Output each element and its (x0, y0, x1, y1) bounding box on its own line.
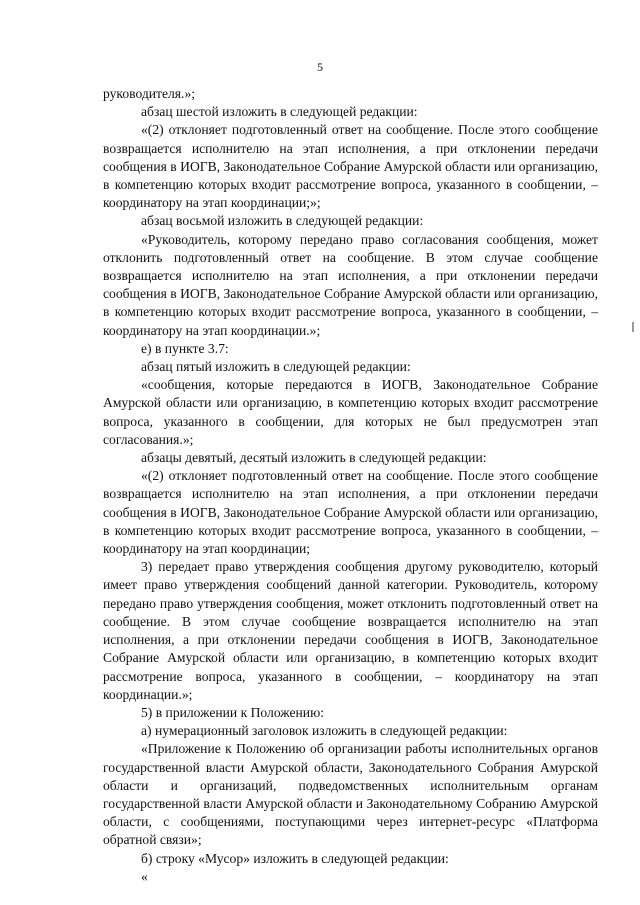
document-body (103, 85, 598, 886)
paragraph-instruction: абзац восьмой изложить в следующей редакции: (141, 213, 424, 229)
paragraph-subitem: а) нумерационный заголовок изложить в следующей редакции: (141, 723, 508, 739)
paragraph-quote: «(2) отклоняет подготовленный ответ на сообщение. После этого сообщение возвращается исполнителю на этап исполнения, а при отклонении передачи сообщения в ИОГВ, Законодательное Собрание Амурской области или организацию, в компетенцию которых входит рассмотрение вопроса, указанного в сообщении, – координатору на этап координации;»; (103, 122, 598, 211)
paragraph-subitem: б) строку «Мусор» изложить в следующей редакции: (141, 850, 449, 866)
paragraph-subitem: 5) в приложении к Положению: (141, 704, 325, 720)
paragraph-quote-open: « (141, 868, 148, 884)
paragraph-quote: «Руководитель, которому передано право согласования сообщения, может отклонить подготовленный ответ на сообщение. В этом случае сообщение возвращается исполнителю на этап исполнения, а при отклонении передачи сообщения в ИОГВ, Законодательное Собрание Амурской области или организацию, в компетенцию которых входит рассмотрение вопроса, указанного в сообщении, – координатору на этап координации.»; (103, 231, 598, 338)
paragraph-quote: «сообщения, которые передаются в ИОГВ, Законодательное Собрание Амурской области или организацию, в компетенцию которых входит рассмотрение вопроса, указанного в сообщении, для которых не был предусмотрен этап согласования.»; (103, 377, 598, 447)
paragraph-quote: «(2) отклоняет подготовленный ответ на сообщение. После этого сообщение возвращается исполнителю на этап исполнения, а при отклонении передачи сообщения в ИОГВ, Законодательное Собрание Амурской области или организацию, в компетенцию которых входит рассмотрение вопроса, указанного в сообщении, – координатору на этап координации; (103, 468, 598, 557)
paragraph-instruction: абзац шестой изложить в следующей редакции: (141, 104, 418, 120)
paragraph-continuation: руководителя.»; (103, 86, 196, 101)
paragraph-instruction: абзац пятый изложить в следующей редакции: (141, 359, 411, 375)
paragraph-quote: «Приложение к Положению об организации работы исполнительных органов государственной власти Амурской области, Законодательного Собрания Амурской области и организаций, подведомственных исполнительным органам государственной власти Амурской области и Законодательному Собранию Амурской области, с сообщениями, поступающими через интернет-ресурс «Платформа обратной связи»; (103, 741, 598, 848)
paragraph-subitem: е) в пункте 3.7: (141, 340, 229, 356)
page-number: 5 (317, 60, 323, 74)
paragraph-quote: 3) передает право утверждения сообщения другому руководителю, который имеет право утверждения сообщений данной категории. Руководитель, которому передано право утверждения сообщения, может отклонить подготовленный ответ на сообщение. В этом случае сообщение возвращается исполнителю на этап исполнения, а при отклонении передачи сообщения в ИОГВ, Законодательное Собрание Амурской области или организацию, в компетенцию которых входит рассмотрение вопроса, указанного в сообщении, – координатору на этап координации.»; (103, 559, 598, 702)
scan-mark (632, 322, 634, 332)
paragraph-instruction: абзацы девятый, десятый изложить в следующей редакции: (141, 450, 487, 466)
